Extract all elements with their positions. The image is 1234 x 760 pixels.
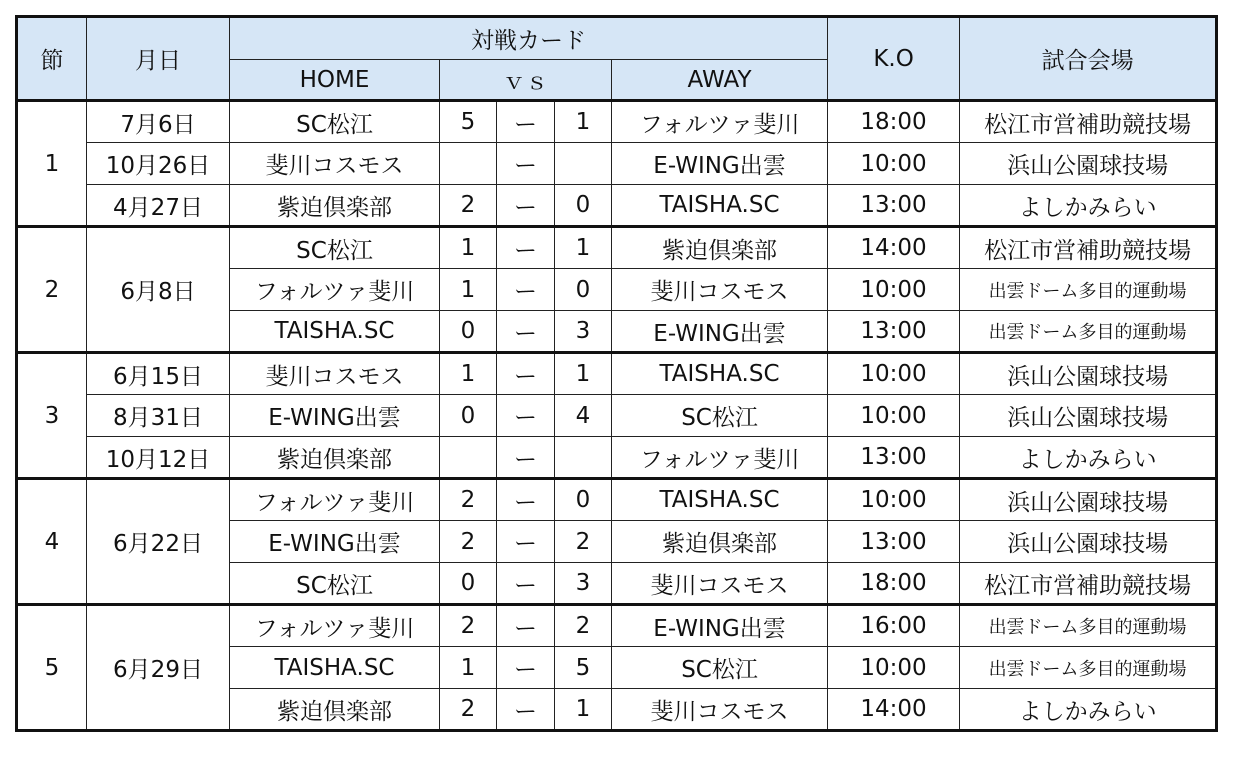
round-number-cell: 4 <box>17 479 87 605</box>
venue-cell: 出雲ドーム多目的運動場 <box>960 647 1217 689</box>
home-team-cell: E-WING出雲 <box>230 395 440 437</box>
venue-cell: よしかみらい <box>960 689 1217 731</box>
round-number-cell: 3 <box>17 353 87 479</box>
vs-dash-cell: ー <box>497 521 555 563</box>
table-row <box>17 437 1217 479</box>
match-date-cell: 8月31日 <box>87 395 230 437</box>
venue-cell: 浜山公園球技場 <box>960 143 1217 185</box>
header-away: AWAY <box>612 60 828 101</box>
venue-cell: 松江市営補助競技場 <box>960 563 1217 605</box>
kickoff-time-cell: 10:00 <box>828 143 960 185</box>
home-score-cell: 5 <box>440 101 497 143</box>
home-score-cell: 1 <box>440 353 497 395</box>
venue-cell: 浜山公園球技場 <box>960 521 1217 563</box>
kickoff-time-cell: 10:00 <box>828 353 960 395</box>
home-team-cell: フォルツァ斐川 <box>230 269 440 311</box>
away-team-cell: 紫迫倶楽部 <box>612 227 828 269</box>
round-number-cell: 2 <box>17 227 87 353</box>
away-score-cell: 1 <box>555 227 612 269</box>
venue-cell: 出雲ドーム多目的運動場 <box>960 311 1217 353</box>
away-team-cell: SC松江 <box>612 647 828 689</box>
vs-dash-cell: ー <box>497 185 555 227</box>
vs-dash-cell: ー <box>497 647 555 689</box>
match-date-cell: 4月27日 <box>87 185 230 227</box>
vs-dash-cell: ー <box>497 395 555 437</box>
table-row <box>17 143 1217 185</box>
round-number-cell: 1 <box>17 101 87 227</box>
kickoff-time-cell: 10:00 <box>828 269 960 311</box>
kickoff-time-cell: 18:00 <box>828 563 960 605</box>
away-team-cell: 斐川コスモス <box>612 269 828 311</box>
venue-cell: 松江市営補助競技場 <box>960 101 1217 143</box>
away-team-cell: 紫迫倶楽部 <box>612 521 828 563</box>
away-score-cell: 0 <box>555 479 612 521</box>
table-row <box>17 185 1217 227</box>
away-score-cell: 1 <box>555 101 612 143</box>
vs-dash-cell: ー <box>497 269 555 311</box>
away-score-cell <box>555 437 612 479</box>
match-date-cell: 10月12日 <box>87 437 230 479</box>
table-header <box>17 17 1217 101</box>
vs-dash-cell: ー <box>497 437 555 479</box>
vs-dash-cell: ー <box>497 311 555 353</box>
table-row <box>17 101 1217 143</box>
header-match-card: 対戦カード <box>230 17 828 60</box>
home-score-cell: 2 <box>440 521 497 563</box>
home-score-cell: 1 <box>440 647 497 689</box>
away-score-cell: 1 <box>555 689 612 731</box>
home-score-cell: 2 <box>440 689 497 731</box>
kickoff-time-cell: 10:00 <box>828 479 960 521</box>
away-score-cell <box>555 143 612 185</box>
away-score-cell: 2 <box>555 521 612 563</box>
away-team-cell: TAISHA.SC <box>612 479 828 521</box>
away-team-cell: フォルツァ斐川 <box>612 101 828 143</box>
away-score-cell: 5 <box>555 647 612 689</box>
away-team-cell: フォルツァ斐川 <box>612 437 828 479</box>
header-home: HOME <box>230 60 440 101</box>
away-score-cell: 0 <box>555 185 612 227</box>
vs-dash-cell: ー <box>497 563 555 605</box>
header-kickoff: K.O <box>828 17 960 101</box>
kickoff-time-cell: 14:00 <box>828 227 960 269</box>
venue-cell: よしかみらい <box>960 437 1217 479</box>
home-team-cell: SC松江 <box>230 563 440 605</box>
match-date-cell: 6月29日 <box>87 605 230 731</box>
home-score-cell: 2 <box>440 605 497 647</box>
header-round: 節 <box>17 17 87 101</box>
away-score-cell: 1 <box>555 353 612 395</box>
match-date-cell: 7月6日 <box>87 101 230 143</box>
away-team-cell: 斐川コスモス <box>612 563 828 605</box>
away-score-cell: 2 <box>555 605 612 647</box>
away-team-cell: E-WING出雲 <box>612 311 828 353</box>
venue-cell: 浜山公園球技場 <box>960 479 1217 521</box>
venue-cell: 浜山公園球技場 <box>960 353 1217 395</box>
table-row <box>17 395 1217 437</box>
away-team-cell: E-WING出雲 <box>612 143 828 185</box>
home-score-cell: 0 <box>440 311 497 353</box>
header-vs: ｖｓ <box>440 60 612 101</box>
home-team-cell: 紫迫倶楽部 <box>230 689 440 731</box>
away-score-cell: 3 <box>555 311 612 353</box>
home-score-cell: 2 <box>440 185 497 227</box>
home-score-cell: 0 <box>440 395 497 437</box>
away-team-cell: E-WING出雲 <box>612 605 828 647</box>
venue-cell: 浜山公園球技場 <box>960 395 1217 437</box>
table-body <box>17 101 1217 731</box>
vs-dash-cell: ー <box>497 605 555 647</box>
vs-dash-cell: ー <box>497 101 555 143</box>
home-score-cell: 0 <box>440 563 497 605</box>
home-team-cell: SC松江 <box>230 227 440 269</box>
vs-dash-cell: ー <box>497 353 555 395</box>
home-team-cell: 紫迫倶楽部 <box>230 437 440 479</box>
match-date-cell: 10月26日 <box>87 143 230 185</box>
away-team-cell: 斐川コスモス <box>612 689 828 731</box>
kickoff-time-cell: 14:00 <box>828 689 960 731</box>
vs-dash-cell: ー <box>497 689 555 731</box>
home-team-cell: フォルツァ斐川 <box>230 605 440 647</box>
away-score-cell: 4 <box>555 395 612 437</box>
away-score-cell: 3 <box>555 563 612 605</box>
table-row <box>17 479 1217 521</box>
home-team-cell: フォルツァ斐川 <box>230 479 440 521</box>
home-score-cell <box>440 143 497 185</box>
kickoff-time-cell: 18:00 <box>828 101 960 143</box>
away-team-cell: SC松江 <box>612 395 828 437</box>
vs-dash-cell: ー <box>497 143 555 185</box>
kickoff-time-cell: 10:00 <box>828 395 960 437</box>
venue-cell: 松江市営補助競技場 <box>960 227 1217 269</box>
table-row <box>17 227 1217 269</box>
match-date-cell: 6月15日 <box>87 353 230 395</box>
home-score-cell <box>440 437 497 479</box>
home-score-cell: 1 <box>440 269 497 311</box>
home-team-cell: TAISHA.SC <box>230 311 440 353</box>
home-score-cell: 1 <box>440 227 497 269</box>
home-team-cell: SC松江 <box>230 101 440 143</box>
home-team-cell: 斐川コスモス <box>230 143 440 185</box>
header-date: 月日 <box>87 17 230 101</box>
kickoff-time-cell: 10:00 <box>828 647 960 689</box>
kickoff-time-cell: 13:00 <box>828 185 960 227</box>
kickoff-time-cell: 16:00 <box>828 605 960 647</box>
away-team-cell: TAISHA.SC <box>612 185 828 227</box>
round-number-cell: 5 <box>17 605 87 731</box>
home-team-cell: TAISHA.SC <box>230 647 440 689</box>
table-row <box>17 605 1217 647</box>
vs-dash-cell: ー <box>497 479 555 521</box>
home-team-cell: 紫迫倶楽部 <box>230 185 440 227</box>
home-team-cell: 斐川コスモス <box>230 353 440 395</box>
venue-cell: 出雲ドーム多目的運動場 <box>960 269 1217 311</box>
venue-cell: よしかみらい <box>960 185 1217 227</box>
venue-cell: 出雲ドーム多目的運動場 <box>960 605 1217 647</box>
away-team-cell: TAISHA.SC <box>612 353 828 395</box>
match-date-cell: 6月8日 <box>87 227 230 353</box>
vs-dash-cell: ー <box>497 227 555 269</box>
kickoff-time-cell: 13:00 <box>828 521 960 563</box>
kickoff-time-cell: 13:00 <box>828 311 960 353</box>
table-row <box>17 353 1217 395</box>
kickoff-time-cell: 13:00 <box>828 437 960 479</box>
header-venue: 試合会場 <box>960 17 1217 101</box>
home-score-cell: 2 <box>440 479 497 521</box>
away-score-cell: 0 <box>555 269 612 311</box>
schedule-table <box>15 15 1218 732</box>
match-date-cell: 6月22日 <box>87 479 230 605</box>
home-team-cell: E-WING出雲 <box>230 521 440 563</box>
